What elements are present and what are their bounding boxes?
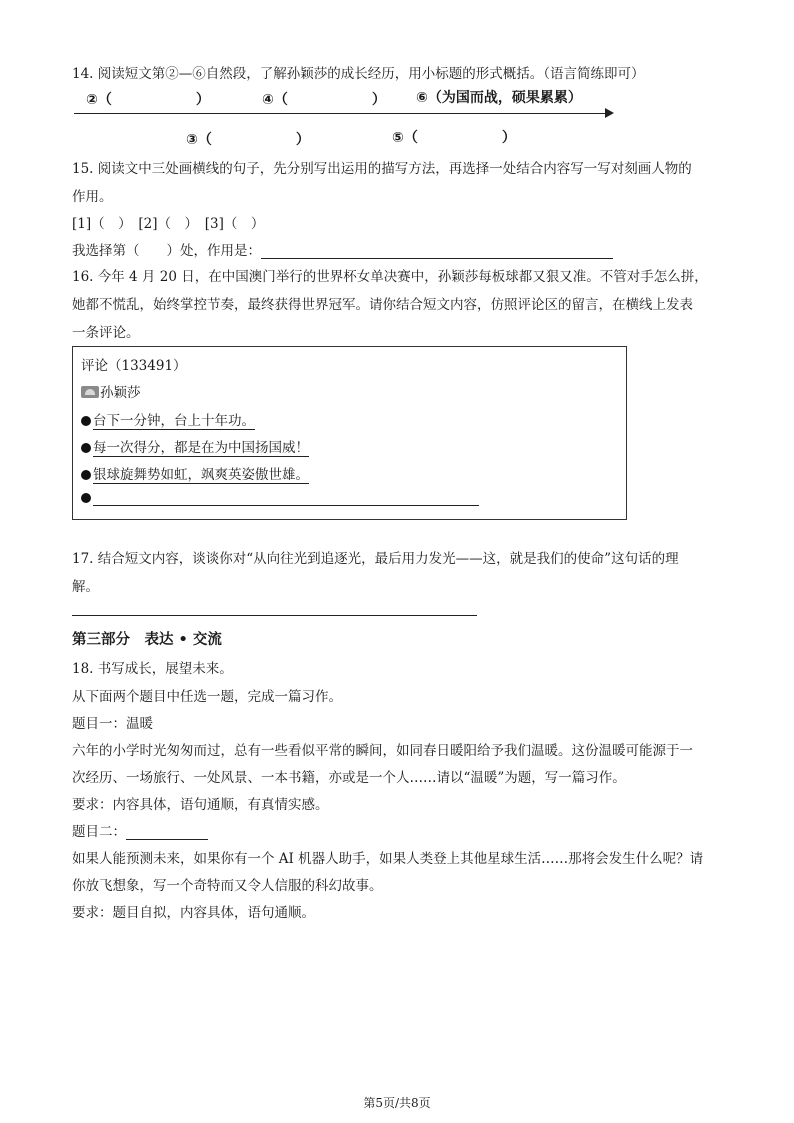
comment-item	[81, 463, 309, 483]
timeline-arrow-line	[74, 113, 609, 114]
topic1-line1: 六年的小学时光匆匆而过，总有一些看似平常的瞬间，如同春日暖阳给予我们温暖。这份温暖可能源于一	[72, 743, 693, 759]
bullet-icon	[81, 443, 91, 453]
q15-answers: [1]（ ） [2]（ ） [3]（ ）	[72, 216, 265, 232]
topic2-title-blank[interactable]	[126, 825, 208, 840]
topic2-title-row	[72, 820, 208, 840]
topic1-requirement: 要求：内容具体，语句通顺，有真情实感。	[72, 797, 329, 813]
timeline-label-2: ②（ ）	[86, 92, 210, 108]
q15-line2: 作用。	[72, 189, 113, 205]
q15-answer-blank[interactable]	[261, 244, 613, 259]
q18-intro: 从下面两个题目中任选一题，完成一篇习作。	[72, 689, 342, 705]
timeline-arrow-head	[605, 108, 614, 118]
q15-choose-row	[72, 239, 613, 259]
topic2-requirement: 要求：题目自拟，内容具体，语句通顺。	[72, 905, 315, 921]
timeline-label-3: ③（ ）	[186, 132, 310, 148]
topic1-line2: 次经历、一场旅行、一处风景、一本书籍，亦或是一个人……请以“温暖”为题，写一篇习作。	[72, 770, 626, 786]
q15-choose-label: 我选择第（ ）处，作用是：	[72, 243, 261, 259]
timeline-label-6: ⑥（为国而战，硕果累累）	[416, 90, 582, 106]
topic1-title: 题目一：温暖	[72, 716, 153, 732]
q17-line1: 17. 结合短文内容，谈谈你对“从向往光到追逐光，最后用力发光——这，就是我们的使命”这句话的理	[72, 551, 679, 567]
comment-text: 台下一分钟，台上十年功。	[93, 413, 255, 429]
user-avatar-icon	[81, 386, 99, 398]
comment-user-name: 孙颖莎	[100, 385, 141, 401]
q17-line2: 解。	[72, 579, 99, 595]
comment-user-row	[81, 381, 141, 401]
bullet-icon	[81, 416, 91, 426]
timeline-label-4: ④（ ）	[262, 92, 386, 108]
q16-line1: 16. 今年 4 月 20 日，在中国澳门举行的世界杯女单决赛中，孙颖莎每板球都又狠又准。不管对手怎么拼，	[72, 269, 708, 285]
comment-item	[81, 409, 255, 429]
topic2-line1: 如果人能预测未来，如果你有一个 AI 机器人助手，如果人类登上其他星球生活……那将会发生什么呢？请	[72, 851, 704, 867]
q16-line2: 她都不慌乱，始终掌控节奏，最终获得世界冠军。请你结合短文内容，仿照评论区的留言，在横线上发表	[72, 297, 693, 313]
comment-text: 银球旋舞势如虹，飒爽英姿傲世雄。	[93, 467, 309, 483]
comment-answer-blank[interactable]	[93, 491, 479, 506]
comment-answer-row	[81, 490, 479, 506]
q15-line1: 15. 阅读文中三处画横线的句子，先分别写出运用的描写方法，再选择一处结合内容写一写对刻画人物的	[72, 161, 692, 177]
comment-item	[81, 436, 309, 456]
page-footer: 第5页/共8页	[363, 1096, 431, 1110]
topic2-line2: 你放飞想象，写一个奇特而又令人信服的科幻故事。	[72, 878, 383, 894]
comment-box	[72, 346, 627, 520]
bullet-icon	[81, 470, 91, 480]
q16-line3: 一条评论。	[72, 325, 140, 341]
comment-header: 评论（133491）	[81, 358, 187, 374]
timeline-label-5: ⑤（ ）	[392, 130, 516, 146]
topic2-title: 题目二：	[72, 824, 126, 840]
bullet-icon	[81, 493, 91, 503]
part3-title: 第三部分 表达 • 交流	[72, 632, 222, 648]
comment-text: 每一次得分，都是在为中国扬国威！	[93, 440, 309, 456]
q14-text: 14. 阅读短文第②—⑥自然段，了解孙颖莎的成长经历，用小标题的形式概括。（语言简练即可）	[72, 66, 645, 82]
q17-answer-blank[interactable]	[72, 615, 477, 616]
q18-title: 18. 书写成长，展望未来。	[72, 661, 233, 677]
